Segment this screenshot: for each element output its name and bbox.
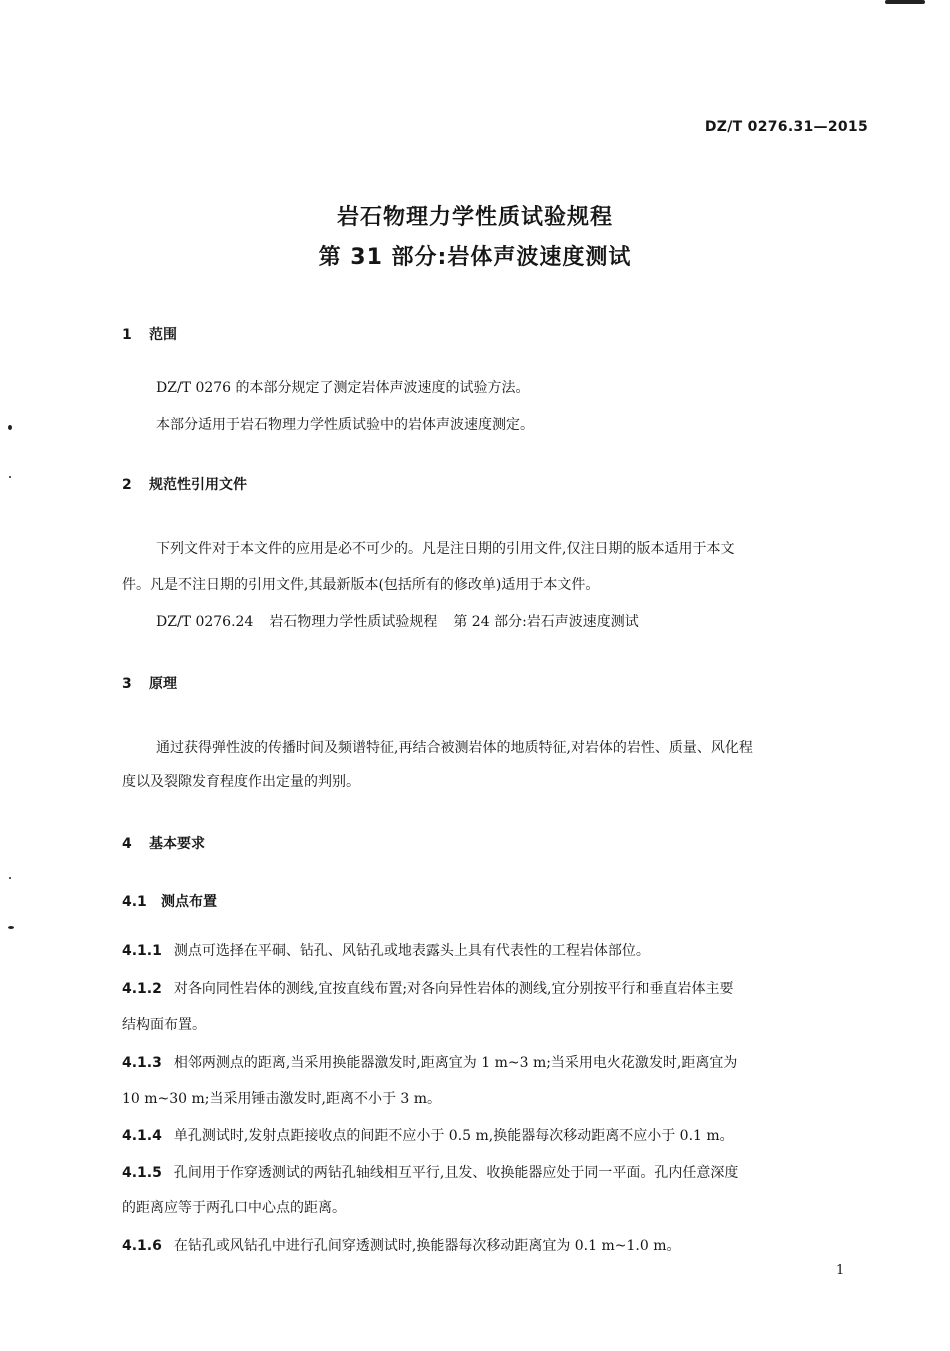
subsection-title: 测点布置 [161,894,217,910]
clause-text: 单孔测试时,发射点距接收点的间距不应小于 0.5 m,换能器每次移动距离不应小于 0.1 m。 [173,1128,734,1144]
paragraph: 通过获得弹性波的传播时间及频谱特征,再结合被测岩体的地质特征,对岩体的岩性、质量、风化程 [156,740,753,756]
clause-text: 对各向同性岩体的测线,宜按直线布置;对各向异性岩体的测线,宜分别按平行和垂直岩体主要 [173,981,734,997]
clause-4-1-2 [122,978,734,998]
section-3-heading [122,673,177,693]
scan-mark [885,0,925,4]
clause-number: 4.1.3 [122,1055,162,1071]
scan-speck [8,926,14,929]
section-number: 4 [122,836,132,852]
section-4-heading [122,833,205,853]
section-number: 1 [122,327,132,343]
page-number: 1 [836,1263,845,1278]
section-title: 基本要求 [149,836,205,852]
clause-text: 测点可选择在平硐、钻孔、风钻孔或地表露头上具有代表性的工程岩体部位。 [173,943,650,959]
section-1-heading [122,324,177,344]
paragraph: 本部分适用于岩石物理力学性质试验中的岩体声波速度测定。 [156,417,534,433]
clause-text: 相邻两测点的距离,当采用换能器激发时,距离宜为 1 m~3 m;当采用电火花激发时,距离宜为 [173,1055,738,1071]
clause-text: 孔间用于作穿透测试的两钻孔轴线相互平行,且发、收换能器应处于同一平面。孔内任意深度 [173,1165,739,1181]
normative-reference [156,611,639,631]
paragraph-continuation: 度以及裂隙发育程度作出定量的判别。 [122,774,360,790]
clause-continuation: 结构面布置。 [122,1017,206,1033]
section-number: 2 [122,477,132,493]
clause-number: 4.1.2 [122,981,162,997]
scan-speck [9,877,11,879]
section-title: 规范性引用文件 [149,477,247,493]
standard-code: DZ/T 0276.31—2015 [704,119,868,135]
section-title: 原理 [149,676,177,692]
clause-number: 4.1.6 [122,1238,162,1254]
scan-speck [9,476,11,478]
subsection-number: 4.1 [122,894,147,910]
clause-text: 在钻孔或风钻孔中进行孔间穿透测试时,换能器每次移动距离宜为 0.1 m~1.0 m。 [173,1238,681,1254]
subsection-4-1-heading [122,891,217,911]
clause-4-1-6 [122,1235,681,1255]
clause-number: 4.1.1 [122,943,162,959]
section-title: 范围 [149,327,177,343]
document-subtitle: 第 31 部分:岩体声波速度测试 [318,245,632,270]
clause-continuation: 10 m~30 m;当采用锤击激发时,距离不小于 3 m。 [122,1091,442,1107]
paragraph: DZ/T 0276 的本部分规定了测定岩体声波速度的试验方法。 [156,380,530,396]
scan-speck [8,425,12,430]
section-number: 3 [122,676,132,692]
clause-4-1-1 [122,940,650,960]
paragraph-continuation: 件。凡是不注日期的引用文件,其最新版本(包括所有的修改单)适用于本文件。 [122,577,600,593]
document-title: 岩石物理力学性质试验规程 [336,205,613,230]
reference-title: 岩石物理力学性质试验规程 [269,614,438,630]
clause-number: 4.1.4 [122,1128,162,1144]
clause-number: 4.1.5 [122,1165,162,1181]
reference-code: DZ/T 0276.24 [156,614,254,630]
paragraph: 下列文件对于本文件的应用是必不可少的。凡是注日期的引用文件,仅注日期的版本适用于本文 [156,541,735,557]
clause-4-1-3 [122,1052,737,1072]
clause-4-1-5 [122,1162,738,1182]
reference-part: 第 24 部分:岩石声波速度测试 [453,614,639,630]
clause-continuation: 的距离应等于两孔口中心点的距离。 [122,1200,346,1216]
clause-4-1-4 [122,1125,734,1145]
section-2-heading [122,474,247,494]
